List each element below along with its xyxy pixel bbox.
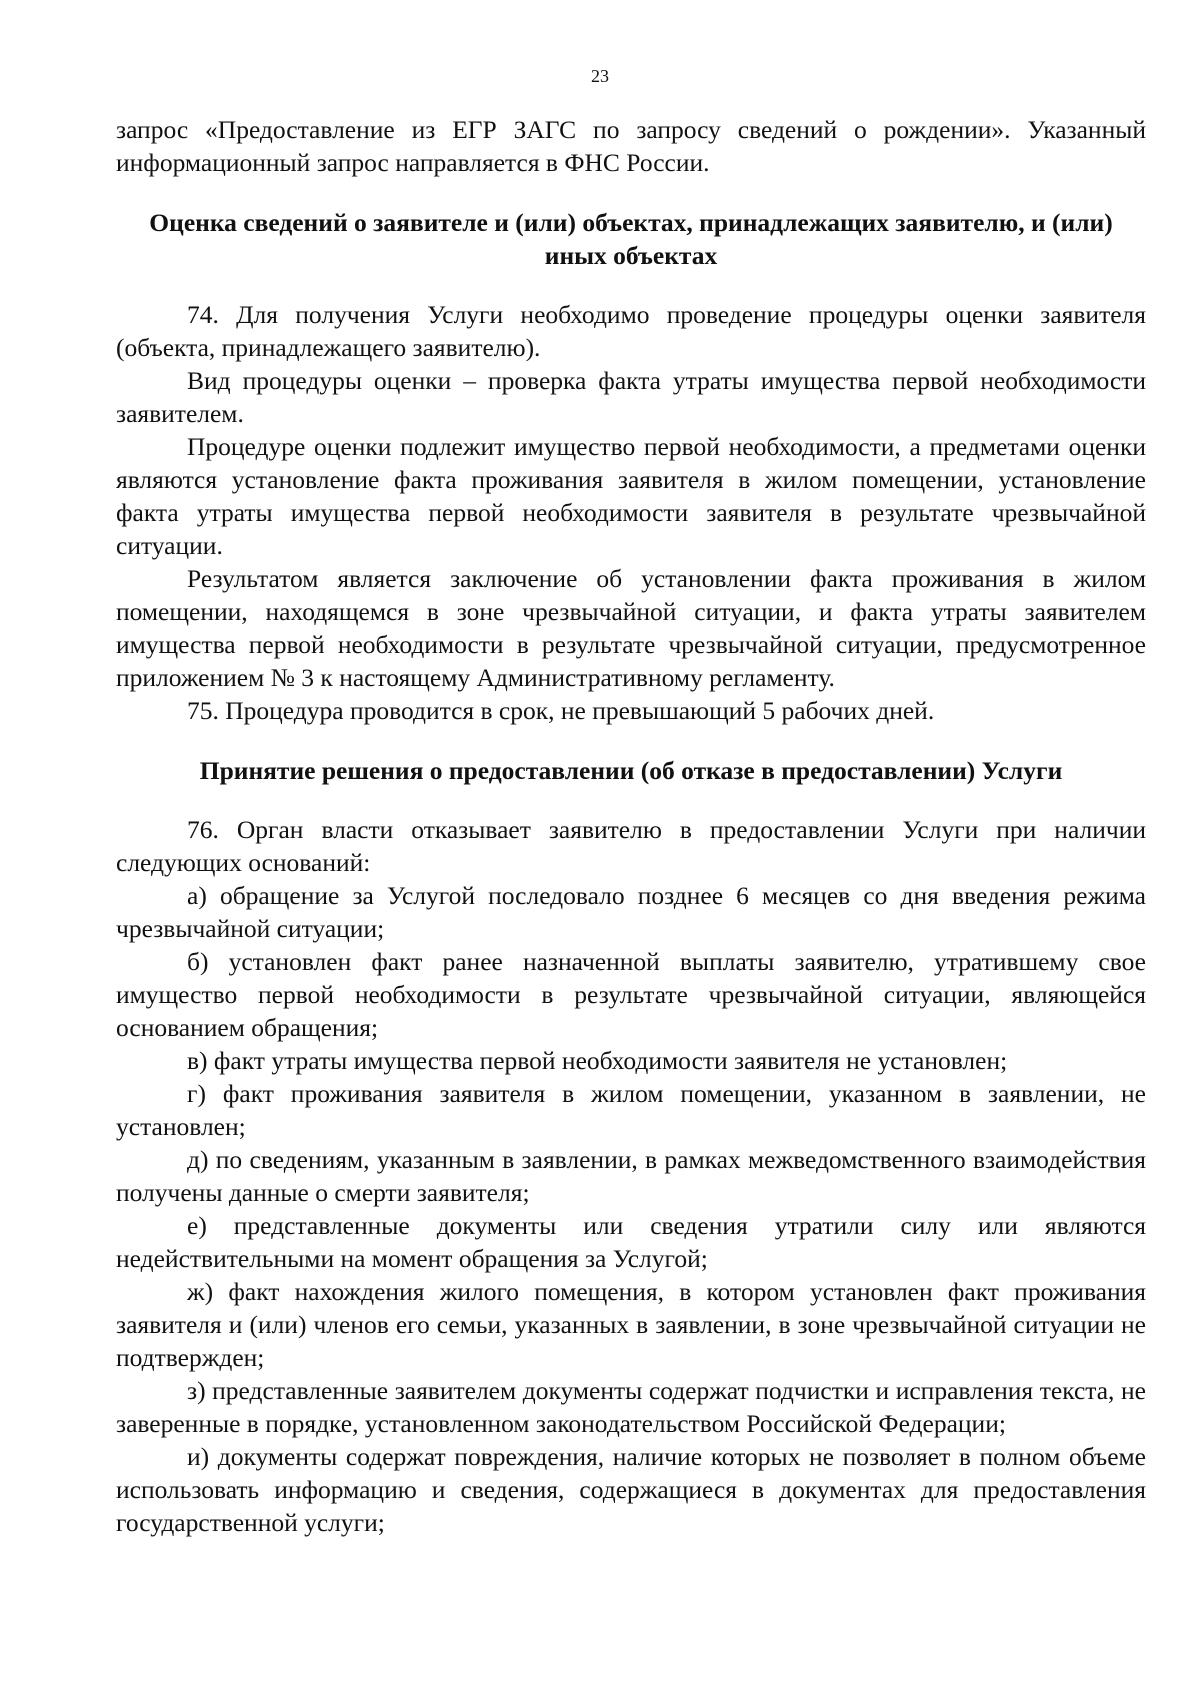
list-item-i: и) документы содержат повреждения, наличие которых не позволяет в полном объеме использовать информацию и сведения, содержащиеся в документах для предоставления государственной услуги; [116, 1442, 1146, 1537]
paragraph-76: 76. Орган власти отказывает заявителю в предоставлении Услуги при наличии следующих оснований: [116, 815, 1146, 877]
paragraph-assessment-subject: Процедуре оценки подлежит имущество первой необходимости, а предметами оценки являются установление факта проживания заявителя в жилом помещении, установление факта утраты имущества первой необходимости заявителя в результате чрезвычайной ситуации. [116, 432, 1146, 560]
paragraph-assessment-type: Вид процедуры оценки – проверка факта утраты имущества первой необходимости заявителем. [116, 366, 1146, 428]
list-item-zh: ж) факт нахождения жилого помещения, в котором установлен факт проживания заявителя и (или) членов его семьи, указанных в заявлении, в зоне чрезвычайной ситуации не подтвержден; [116, 1277, 1146, 1372]
paragraph-75: 75. Процедура проводится в срок, не превышающий 5 рабочих дней. [187, 696, 935, 725]
page-number: 23 [591, 66, 609, 86]
intro-paragraph: запрос «Предоставление из ЕГР ЗАГС по запросу сведений о рождении». Указанный информационный запрос направляется в ФНС России. [116, 115, 1146, 177]
document-body [116, 113, 1146, 1539]
list-item-e: е) представленные документы или сведения утратили силу или являются недействительными на момент обращения за Услугой; [116, 1211, 1146, 1273]
list-item-b: б) установлен факт ранее назначенной выплаты заявителю, утратившему свое имущество первой необходимости в результате чрезвычайной ситуации, являющейся основанием обращения; [116, 947, 1146, 1042]
section-heading-assessment: Оценка сведений о заявителе и (или) объектах, принадлежащих заявителю, и (или) иных объектах [149, 208, 1113, 270]
paragraph-assessment-result: Результатом является заключение об установлении факта проживания в жилом помещении, находящемся в зоне чрезвычайной ситуации, и факта утраты заявителем имущества первой необходимости в результате чрезвычайной ситуации, предусмотренное приложением № 3 к настоящему Административному регламенту. [116, 564, 1146, 692]
list-item-g: г) факт проживания заявителя в жилом помещении, указанном в заявлении, не установлен; [116, 1079, 1146, 1141]
list-item-z: з) представленные заявителем документы содержат подчистки и исправления текста, не заверенные в порядке, установленном законодательством Российской Федерации; [116, 1376, 1146, 1438]
list-item-v: в) факт утраты имущества первой необходимости заявителя не установлен; [187, 1046, 1008, 1075]
list-item-d: д) по сведениям, указанным в заявлении, в рамках межведомственного взаимодействия получены данные о смерти заявителя; [116, 1145, 1146, 1207]
section-heading-decision: Принятие решения о предоставлении (об отказе в предоставлении) Услуги [199, 756, 1063, 785]
list-item-a: а) обращение за Услугой последовало позднее 6 месяцев со дня введения режима чрезвычайной ситуации; [116, 881, 1146, 943]
paragraph-74: 74. Для получения Услуги необходимо проведение процедуры оценки заявителя (объекта, принадлежащего заявителю). [116, 300, 1146, 362]
